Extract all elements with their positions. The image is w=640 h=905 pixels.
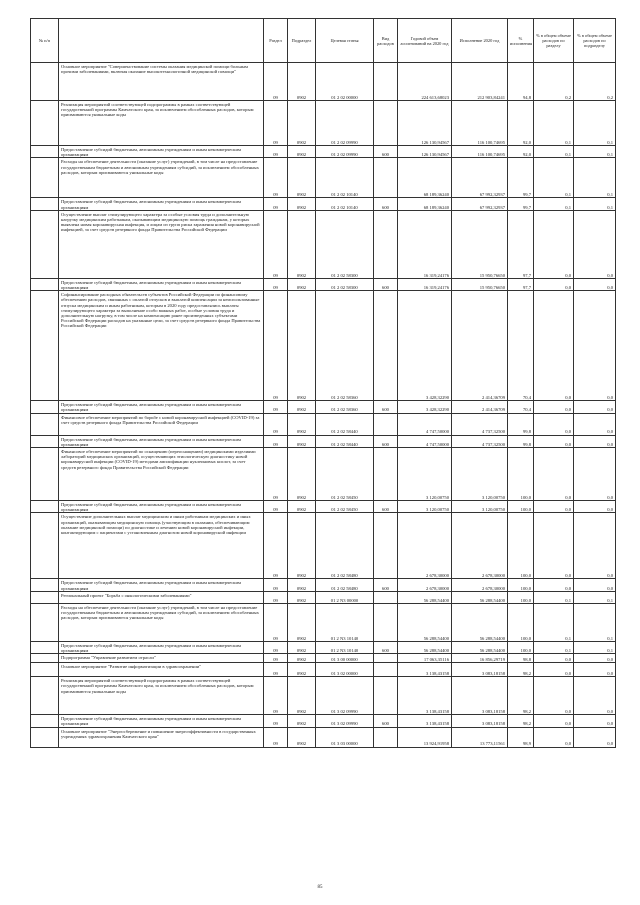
cell-share-subsection: 0,0 [574,715,616,727]
cell-execution: 4 737,32500 [452,435,508,447]
cell-annual: 13 924,91958 [398,727,452,747]
cell-percent: 92,0 [508,146,534,158]
cell-section: 09 [264,413,288,435]
cell-article: 01 2 02 58300 [316,278,374,290]
cell-section: 09 [264,501,288,513]
cell-section: 09 [264,146,288,158]
cell-percent: 99,8 [508,435,534,447]
cell-annual: 56 288,54400 [398,603,452,641]
cell-annual: 3 138,43158 [398,677,452,715]
table-row [31,603,616,641]
table-row [31,727,616,747]
cell-article: 01 2 02 58480 [316,579,374,591]
cell-share-subsection: 0,0 [574,278,616,290]
cell-num [31,727,59,747]
cell-percent: 100,0 [508,641,534,653]
cell-section: 09 [264,641,288,653]
cell-percent: 99,7 [508,158,534,198]
cell-num [31,641,59,653]
cell-execution: 4 737,32500 [452,413,508,435]
cell-section: 09 [264,448,288,501]
cell-article: 01 2 N3 10140 [316,641,374,653]
cell-name: Подпрограмма "Управление развитием отрасли" [59,654,264,663]
table-row [31,435,616,447]
table-row [31,413,616,435]
cell-expense-type: 600 [374,715,398,727]
table-body [31,63,616,748]
cell-execution: 116 100,74695 [452,101,508,146]
cell-percent: 100,0 [508,513,534,579]
cell-share-total: 0,0 [534,513,574,579]
cell-annual: 4 747,50000 [398,435,452,447]
cell-annual: 2 678,30000 [398,513,452,579]
cell-share-subsection: 0,0 [574,654,616,663]
cell-percent: 100,0 [508,591,534,603]
cell-article: 01 3 02 09990 [316,715,374,727]
cell-percent: 99,8 [508,413,534,435]
header-num: № п/п [31,19,59,63]
cell-subsection: 0902 [288,641,316,653]
cell-subsection: 0902 [288,198,316,210]
cell-name: Предоставление субсидий бюджетным, автономным учреждениям и иным некоммерческим организациям [59,715,264,727]
cell-share-total: 0,0 [534,210,574,278]
cell-execution: 67 992,32937 [452,158,508,198]
cell-article: 01 2 N3 10140 [316,603,374,641]
cell-section: 09 [264,663,288,677]
cell-article: 01 2 02 00000 [316,63,374,101]
cell-execution: 3 083,18158 [452,715,508,727]
cell-num [31,579,59,591]
cell-expense-type [374,210,398,278]
cell-name: Финансовое обеспечение мероприятий по оснащению (переоснащению) медицинскими изделиями лабораторий медицинских организаций, осуществляющих этиологическую диагностику новой коронавирусной инфекции (COVID-19) методами амплификации нуклеиновых кислот, за счет средств резервного фонда Правительства Российской Федерации [59,448,264,501]
cell-execution: 3 120,00750 [452,501,508,513]
cell-percent: 70,4 [508,291,534,401]
cell-name: Предоставление субсидий бюджетным, автономным учреждениям и иным некоммерческим организациям [59,435,264,447]
cell-num [31,158,59,198]
cell-name: Реализация мероприятий соответствующей подпрограммы в рамках соответствующей государственной программы Камчатского края, за исключением обособленных расходов, которым присваиваются уникальные коды [59,101,264,146]
cell-share-total: 0,1 [534,158,574,198]
cell-section: 09 [264,603,288,641]
cell-share-subsection: 0,0 [574,435,616,447]
cell-subsection: 0902 [288,603,316,641]
cell-name: Софинансирование расходных обязательств субъектов Российской Федерации по финансовому обеспечению расходов, связанных с оплатой отпусков и выплатой компенсации за неиспользованные отпуска медицинским и иным работникам, которым в 2020 году предоставлялись выплаты стимулирующего характера за выполнение особо важных работ, особые условия труда и дополнительную нагрузку, в том числе на компенсацию ранее произведенных субъектами Российской Федерации расходов на указанные цели, за счет средств резервного фонда Правительства Российской Федерации [59,291,264,401]
cell-execution: 3 083,18158 [452,677,508,715]
cell-subsection: 0902 [288,278,316,290]
cell-share-subsection: 0,0 [574,513,616,579]
cell-subsection: 0902 [288,158,316,198]
cell-percent: 97,7 [508,278,534,290]
table-row [31,591,616,603]
cell-subsection: 0902 [288,291,316,401]
header-percent: % исполнения [508,19,534,63]
cell-expense-type [374,448,398,501]
cell-article: 01 2 02 58440 [316,435,374,447]
cell-num [31,278,59,290]
cell-expense-type: 600 [374,401,398,413]
cell-expense-type [374,663,398,677]
cell-name: Основное мероприятие "Развитие информатизации в здравоохранении" [59,663,264,677]
cell-share-total: 0,0 [534,278,574,290]
cell-percent: 70,4 [508,401,534,413]
cell-name: Предоставление субсидий бюджетным, автономным учреждениям и иным некоммерческим организациям [59,278,264,290]
cell-share-subsection: 0,1 [574,146,616,158]
cell-execution: 3 083,18158 [452,663,508,677]
header-section: Раздел [264,19,288,63]
cell-share-subsection: 0,0 [574,448,616,501]
cell-expense-type [374,291,398,401]
cell-annual: 3 428,32290 [398,291,452,401]
budget-table-sheet [30,18,615,748]
cell-section: 09 [264,101,288,146]
cell-execution: 56 288,54400 [452,591,508,603]
cell-section: 09 [264,198,288,210]
cell-article: 01 3 03 00000 [316,727,374,747]
cell-execution: 16 856,29719 [452,654,508,663]
cell-share-subsection: 0,0 [574,663,616,677]
table-row [31,654,616,663]
cell-share-total: 0,0 [534,291,574,401]
cell-execution: 56 288,54400 [452,641,508,653]
cell-share-total: 0,1 [534,101,574,146]
cell-num [31,677,59,715]
header-article: Целевая статья [316,19,374,63]
cell-name: Финансовое обеспечение мероприятий по борьбе с новой коронавирусной инфекцией (COVID-19) за счет средств резервного фонда Правительства Российской Федерации [59,413,264,435]
cell-article: 01 2 N3 00000 [316,591,374,603]
cell-percent: 98,2 [508,715,534,727]
cell-share-total: 0,0 [534,448,574,501]
cell-annual: 56 288,54400 [398,641,452,653]
cell-expense-type [374,654,398,663]
cell-share-subsection: 0,1 [574,603,616,641]
cell-subsection: 0902 [288,663,316,677]
cell-num [31,603,59,641]
cell-subsection: 0902 [288,146,316,158]
cell-annual: 3 428,32290 [398,401,452,413]
cell-expense-type [374,591,398,603]
cell-num [31,146,59,158]
cell-subsection: 0902 [288,591,316,603]
table-row [31,291,616,401]
cell-article: 01 2 02 09990 [316,146,374,158]
header-share-subsection: % в общем объеме расходов по подразделу [574,19,616,63]
table-row [31,641,616,653]
cell-percent: 98,2 [508,677,534,715]
table-row [31,663,616,677]
cell-percent: 98,9 [508,727,534,747]
cell-annual: 68 189,36240 [398,198,452,210]
cell-name: Предоставление субсидий бюджетным, автономным учреждениям и иным некоммерческим организациям [59,146,264,158]
cell-num [31,715,59,727]
cell-share-subsection: 0,0 [574,413,616,435]
table-row [31,158,616,198]
table-row [31,677,616,715]
cell-percent: 100,0 [508,448,534,501]
cell-num [31,198,59,210]
cell-execution: 2 678,30000 [452,513,508,579]
cell-subsection: 0902 [288,501,316,513]
table-row [31,579,616,591]
cell-expense-type: 600 [374,641,398,653]
cell-execution: 15 950,76650 [452,210,508,278]
cell-expense-type [374,603,398,641]
table-row [31,513,616,579]
cell-annual: 3 138,43158 [398,663,452,677]
cell-subsection: 0902 [288,435,316,447]
cell-article: 01 2 02 58450 [316,448,374,501]
page-number: 85 [317,885,323,890]
cell-annual: 2 678,30000 [398,579,452,591]
cell-share-total: 0,1 [534,641,574,653]
cell-annual: 68 189,36240 [398,158,452,198]
cell-article: 01 2 02 58300 [316,210,374,278]
cell-share-total: 0,1 [534,198,574,210]
cell-section: 09 [264,591,288,603]
cell-percent: 97,7 [508,210,534,278]
cell-article: 01 2 02 09990 [316,101,374,146]
cell-share-subsection: 0,0 [574,401,616,413]
cell-article: 01 2 02 58440 [316,413,374,435]
cell-share-subsection: 0,1 [574,198,616,210]
cell-name: Осуществление дополнительных выплат медицинским и иным работникам медицинских и иных организаций, оказывающим медицинскую помощь (участвующим в оказании, обеспечивающим оказание медицинской помощи) по диагностике и лечению новой коронавирусной инфекции, контактирующим с пациентами с установленным диагнозом новой коронавирусной инфекции [59,513,264,579]
cell-num [31,401,59,413]
cell-name: Предоставление субсидий бюджетным, автономным учреждениям и иным некоммерческим организациям [59,401,264,413]
cell-share-subsection: 0,0 [574,727,616,747]
table-row [31,401,616,413]
cell-name: Расходы на обеспечение деятельности (оказание услуг) учреждений, в том числе на предоставление государственным бюджетным и автономным учреждениям субсидий, за исключением обособленных расходов, которым присваиваются уникальные коды [59,603,264,641]
cell-share-subsection: 0,1 [574,101,616,146]
cell-expense-type: 600 [374,579,398,591]
cell-name: Региональный проект "Борьба с онкологическими заболеваниями" [59,591,264,603]
cell-expense-type: 600 [374,501,398,513]
cell-expense-type [374,513,398,579]
cell-num [31,448,59,501]
cell-percent: 98,2 [508,663,534,677]
table-row [31,278,616,290]
cell-section: 09 [264,278,288,290]
cell-share-total: 0,0 [534,727,574,747]
cell-subsection: 0902 [288,654,316,663]
table-row [31,146,616,158]
cell-share-subsection: 0,1 [574,158,616,198]
cell-percent: 94,8 [508,63,534,101]
cell-article: 01 2 02 10140 [316,198,374,210]
cell-expense-type [374,101,398,146]
cell-share-total: 0,1 [534,146,574,158]
cell-annual: 16 319,24176 [398,210,452,278]
cell-expense-type [374,677,398,715]
cell-share-total: 0,0 [534,579,574,591]
cell-article: 01 2 02 58360 [316,401,374,413]
cell-share-subsection: 0,0 [574,677,616,715]
cell-share-subsection: 0,0 [574,210,616,278]
cell-expense-type [374,158,398,198]
cell-article: 01 2 02 58450 [316,501,374,513]
cell-num [31,101,59,146]
cell-num [31,413,59,435]
cell-section: 09 [264,63,288,101]
cell-expense-type: 600 [374,198,398,210]
header-subsection: Подраздел [288,19,316,63]
cell-share-total: 0,0 [534,677,574,715]
cell-subsection: 0902 [288,579,316,591]
cell-share-total: 0,1 [534,603,574,641]
cell-execution: 2 414,36709 [452,401,508,413]
header-annual: Годовой объем ассигнований на 2020 год [398,19,452,63]
cell-percent: 92,0 [508,101,534,146]
cell-percent: 100,0 [508,501,534,513]
cell-expense-type [374,727,398,747]
cell-share-subsection: 0,0 [574,579,616,591]
cell-article: 01 3 00 00000 [316,654,374,663]
cell-expense-type: 600 [374,146,398,158]
cell-name: Расходы на обеспечение деятельности (оказание услуг) учреждений, в том числе на предоставление государственным бюджетным и автономным учреждениям субсидий, за исключением обособленных расходов, которым присваиваются уникальные коды [59,158,264,198]
cell-share-total: 0,0 [534,435,574,447]
cell-annual: 16 319,24176 [398,278,452,290]
cell-subsection: 0902 [288,101,316,146]
cell-share-subsection: 0,0 [574,501,616,513]
cell-name: Предоставление субсидий бюджетным, автономным учреждениям и иным некоммерческим организациям [59,579,264,591]
cell-num [31,63,59,101]
cell-annual: 3 120,00750 [398,448,452,501]
cell-section: 09 [264,715,288,727]
table-row [31,501,616,513]
cell-share-subsection: 0,0 [574,291,616,401]
cell-section: 09 [264,435,288,447]
cell-share-total: 0,1 [534,591,574,603]
cell-subsection: 0902 [288,448,316,501]
table-row [31,63,616,101]
cell-subsection: 0902 [288,63,316,101]
cell-annual: 126 130,94567 [398,101,452,146]
cell-subsection: 0902 [288,413,316,435]
cell-num [31,501,59,513]
cell-section: 09 [264,579,288,591]
cell-share-total: 0,0 [534,654,574,663]
cell-name: Осуществление выплат стимулирующего характера за особые условия труда и дополнительную нагрузку медицинским работникам, оказывающим медицинскую помощь гражданам, у которых выявлена новая коронавирусная инфекция, и лицам из групп риска заражения новой коронавирусной инфекцией, за счет средств резервного фонда Правительства Российской Федерации [59,210,264,278]
cell-section: 09 [264,513,288,579]
cell-section: 09 [264,158,288,198]
table-row [31,715,616,727]
cell-execution: 2 678,30000 [452,579,508,591]
cell-annual: 224 613,68023 [398,63,452,101]
cell-article: 01 2 02 58360 [316,291,374,401]
cell-num [31,591,59,603]
cell-percent: 100,0 [508,603,534,641]
cell-execution: 212 903,84241 [452,63,508,101]
cell-num [31,210,59,278]
header-share-total: % в общем объеме расходов по разделу [534,19,574,63]
cell-name: Предоставление субсидий бюджетным, автономным учреждениям и иным некоммерческим организациям [59,198,264,210]
cell-num [31,435,59,447]
cell-num [31,654,59,663]
cell-share-subsection: 0,2 [574,63,616,101]
cell-share-total: 0,0 [534,413,574,435]
cell-section: 09 [264,654,288,663]
cell-article: 01 2 02 58480 [316,513,374,579]
cell-section: 09 [264,210,288,278]
cell-share-total: 0,0 [534,401,574,413]
budget-table [30,18,616,748]
cell-subsection: 0902 [288,715,316,727]
cell-subsection: 0902 [288,513,316,579]
cell-expense-type [374,63,398,101]
table-row [31,101,616,146]
cell-execution: 2 414,36709 [452,291,508,401]
cell-subsection: 0902 [288,677,316,715]
cell-share-total: 0,0 [534,715,574,727]
header-execution: Исполнение 2020 год [452,19,508,63]
cell-execution: 15 950,76650 [452,278,508,290]
cell-num [31,291,59,401]
table-row [31,448,616,501]
cell-execution: 67 992,32937 [452,198,508,210]
cell-name: Предоставление субсидий бюджетным, автономным учреждениям и иным некоммерческим организациям [59,501,264,513]
cell-expense-type [374,413,398,435]
table-row [31,198,616,210]
cell-section: 09 [264,677,288,715]
cell-expense-type: 600 [374,278,398,290]
cell-share-subsection: 0,1 [574,641,616,653]
cell-execution: 116 100,74695 [452,146,508,158]
cell-num [31,513,59,579]
cell-share-total: 0,2 [534,63,574,101]
table-header-row [31,19,616,63]
cell-subsection: 0902 [288,727,316,747]
cell-name: Основное мероприятие "Энергосбережение и повышение энергоэффективности в государственных учреждениях здравоохранения Камчатского края" [59,727,264,747]
cell-name: Основное мероприятие "Совершенствование системы оказания медицинской помощи больным прочими заболеваниями, включая оказание высокотехнологичной медицинской помощи" [59,63,264,101]
cell-article: 01 2 02 10140 [316,158,374,198]
cell-share-subsection: 0,1 [574,591,616,603]
cell-annual: 56 288,54400 [398,591,452,603]
cell-share-total: 0,0 [534,501,574,513]
table-row [31,210,616,278]
cell-annual: 4 747,50000 [398,413,452,435]
cell-percent: 100,0 [508,579,534,591]
cell-execution: 3 120,00750 [452,448,508,501]
header-name [59,19,264,63]
cell-percent: 98,8 [508,654,534,663]
cell-execution: 13 773,11561 [452,727,508,747]
cell-section: 09 [264,727,288,747]
cell-section: 09 [264,291,288,401]
header-expense-type: Вид расходов [374,19,398,63]
cell-annual: 126 130,94567 [398,146,452,158]
cell-num [31,663,59,677]
cell-subsection: 0902 [288,401,316,413]
cell-percent: 99,7 [508,198,534,210]
cell-share-total: 0,0 [534,663,574,677]
cell-article: 01 3 02 00000 [316,663,374,677]
cell-subsection: 0902 [288,210,316,278]
cell-annual: 17 063,35116 [398,654,452,663]
cell-name: Реализация мероприятий соответствующей подпрограммы в рамках соответствующей государственной программы Камчатского края, за исключением обособленных расходов, которым присваиваются уникальные коды [59,677,264,715]
cell-section: 09 [264,401,288,413]
cell-execution: 56 288,54400 [452,603,508,641]
cell-article: 01 3 02 09990 [316,677,374,715]
cell-expense-type: 600 [374,435,398,447]
cell-annual: 3 138,43158 [398,715,452,727]
cell-name: Предоставление субсидий бюджетным, автономным учреждениям и иным некоммерческим организациям [59,641,264,653]
cell-annual: 3 120,00750 [398,501,452,513]
